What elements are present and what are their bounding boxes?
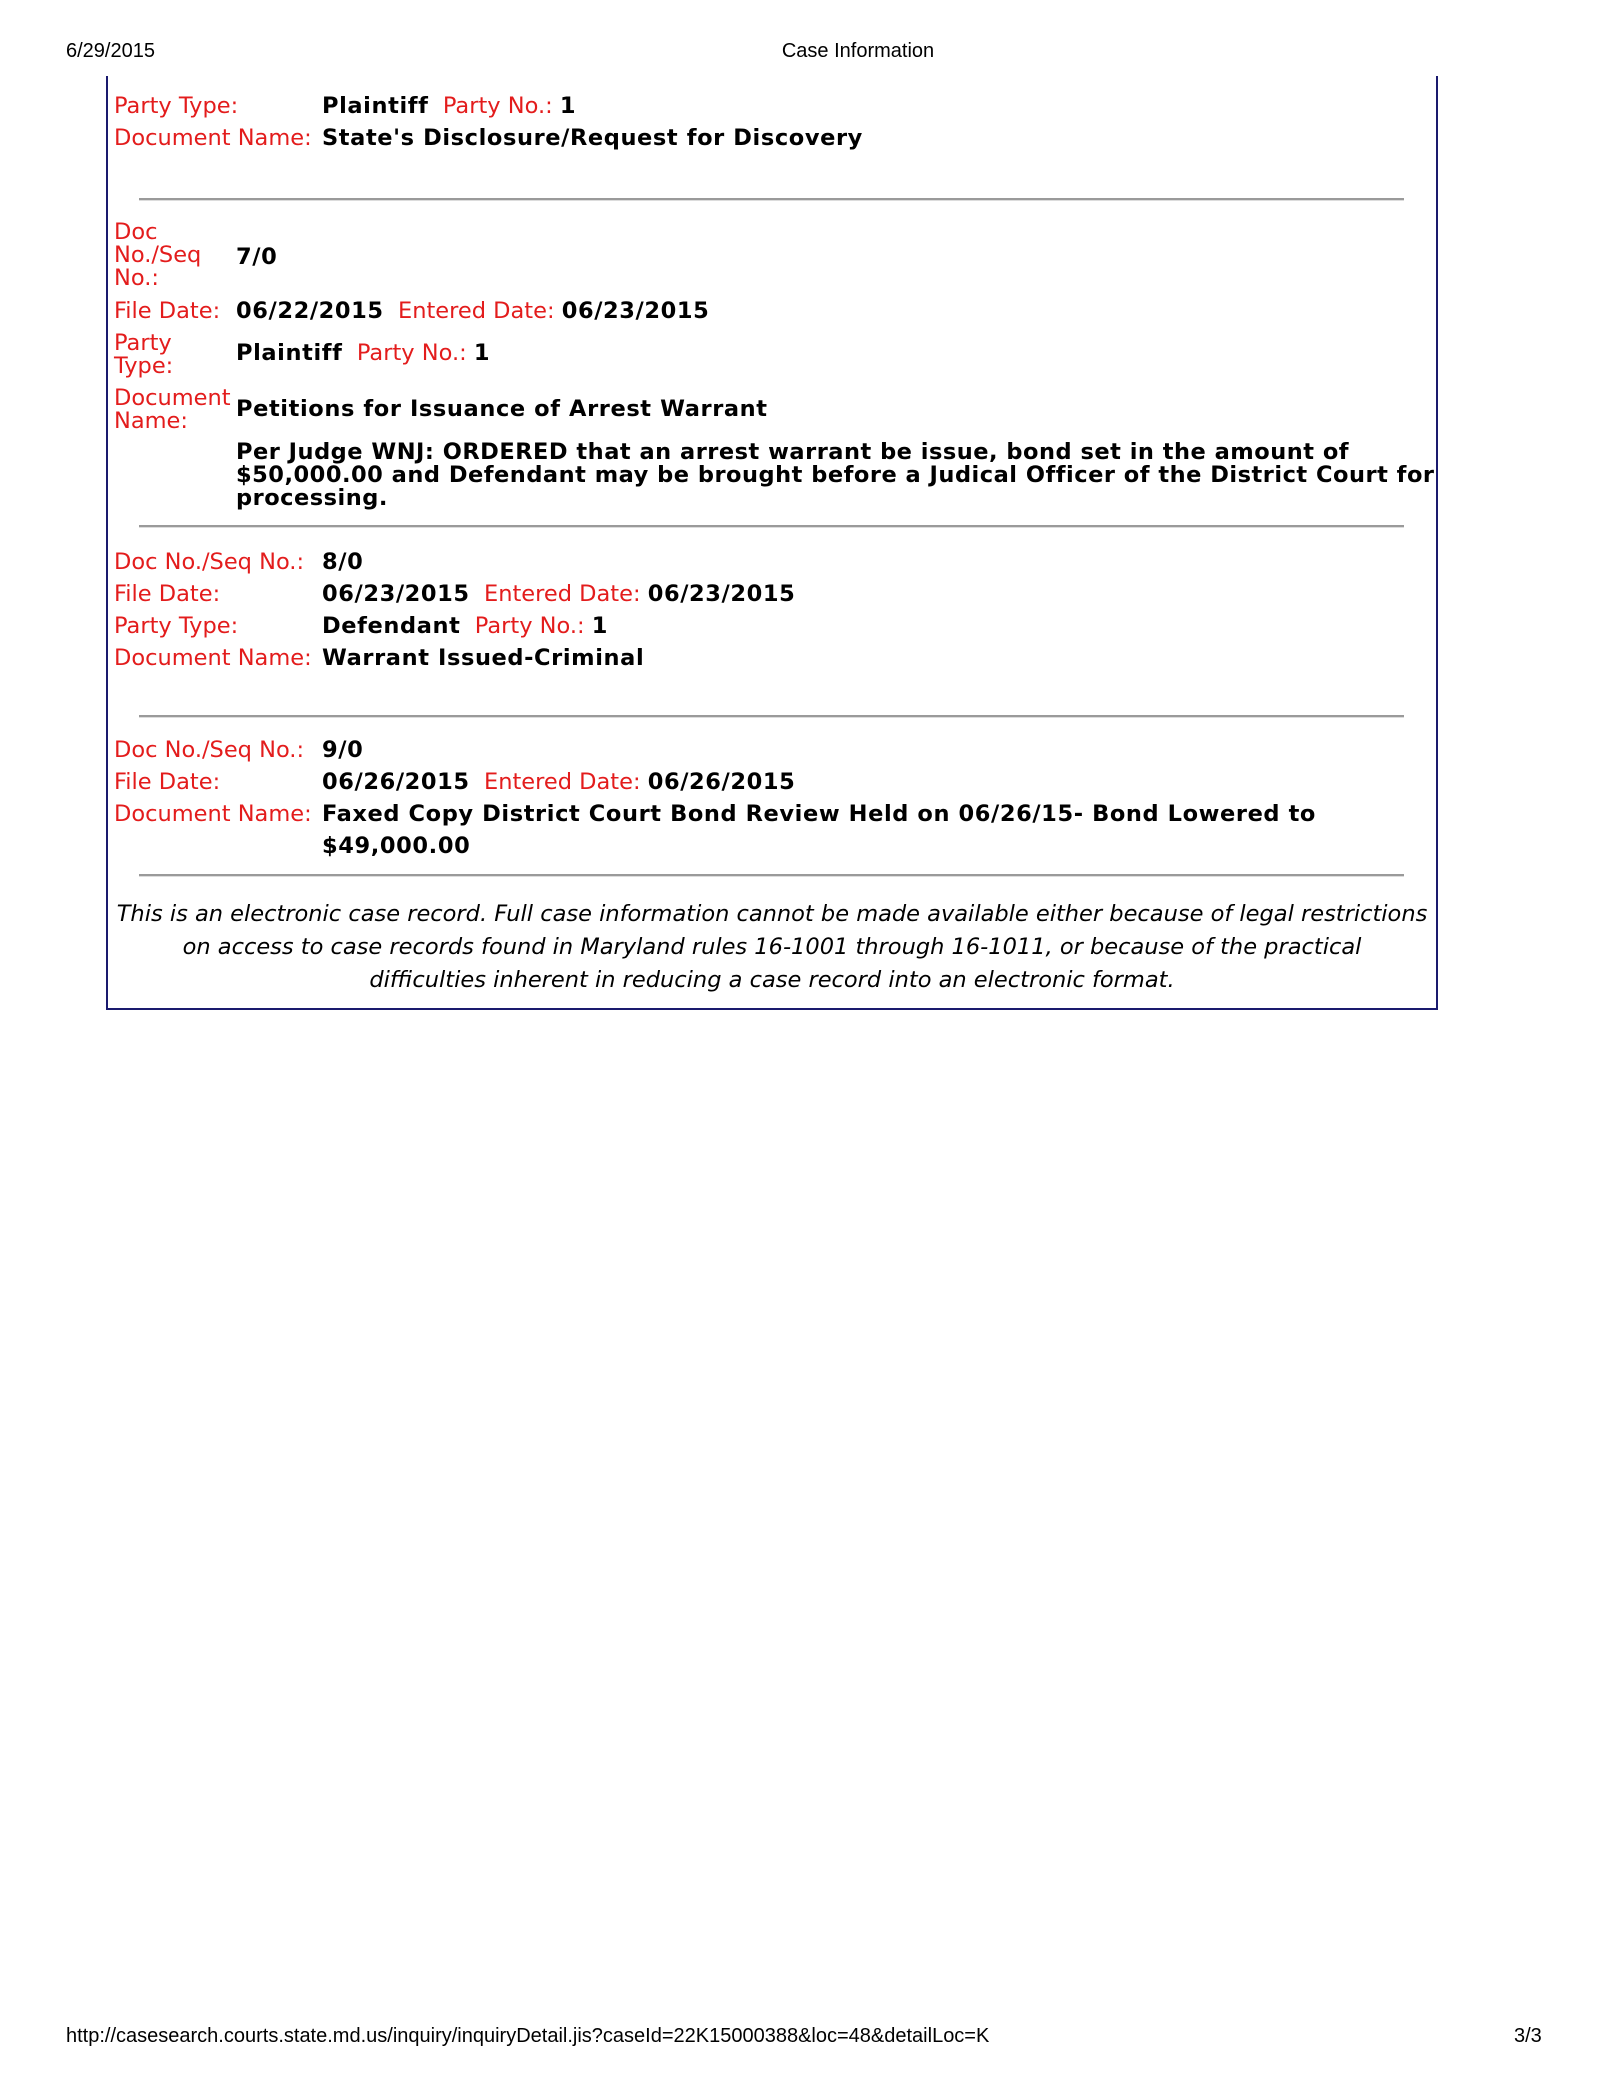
entry-3-date-row bbox=[114, 579, 795, 609]
party-no-label: Party No.: bbox=[356, 340, 467, 366]
entry-4-document-label-row bbox=[114, 799, 312, 829]
separator bbox=[139, 874, 1404, 877]
entered-date-value: 06/26/2015 bbox=[647, 769, 796, 795]
entry-3-party-row bbox=[114, 611, 608, 641]
entry-2-comment: Per Judge WNJ: ORDERED that an arrest warrant be issue, bond set in the amount of $50,000.00 and Defendant may be brought before a Judical Officer of the District Court for processing. bbox=[236, 439, 1435, 511]
entered-date-label: Entered Date: bbox=[484, 769, 641, 795]
file-date-label: File Date: bbox=[114, 581, 221, 607]
party-type-label: Party Type: bbox=[114, 613, 239, 639]
party-type-value: Plaintiff bbox=[322, 93, 429, 119]
party-no-value: 1 bbox=[559, 93, 577, 119]
document-name-label: Document Name: bbox=[114, 645, 312, 671]
document-name-label: Document Name: bbox=[114, 801, 312, 827]
party-no-value: 1 bbox=[473, 340, 491, 366]
file-date-value: 06/22/2015 bbox=[236, 298, 384, 324]
entered-date-label: Entered Date: bbox=[484, 581, 641, 607]
doc-no-value: 7/0 bbox=[236, 244, 278, 270]
document-name-label: Document Name: bbox=[114, 385, 231, 434]
entry-2-document-row bbox=[236, 394, 768, 424]
entry-4-document-line-2 bbox=[322, 831, 470, 861]
doc-no-label: Doc No./Seq No.: bbox=[114, 219, 202, 291]
page-number: 3/3 bbox=[1514, 2025, 1542, 2047]
party-no-value: 1 bbox=[591, 613, 609, 639]
doc-no-label: Doc No./Seq No.: bbox=[114, 737, 305, 763]
doc-no-value: 9/0 bbox=[322, 737, 364, 763]
entry-3-doc-row bbox=[114, 547, 363, 577]
party-type-label: Party Type: bbox=[114, 93, 239, 119]
entry-1-document-row bbox=[114, 123, 863, 153]
party-type-value: Plaintiff bbox=[236, 340, 343, 366]
disclaimer: This is an electronic case record. Full case information cannot be made available either because of legal restrictions on access to case records found in Maryland rules 16-1001 through 16-1011, or because of the practical difficulties inherent in reducing a case record into an electronic format. bbox=[116, 901, 1428, 993]
file-date-label: File Date: bbox=[114, 769, 221, 795]
entry-4-document-line-1 bbox=[322, 799, 1316, 829]
document-name-value: Warrant Issued-Criminal bbox=[322, 645, 645, 671]
document-name-value: State's Disclosure/Request for Discovery bbox=[322, 125, 863, 151]
print-date: 6/29/2015 bbox=[66, 40, 155, 62]
entry-1-party-row bbox=[114, 91, 576, 121]
party-no-label: Party No.: bbox=[474, 613, 585, 639]
party-type-label: Party Type: bbox=[114, 330, 174, 379]
entry-3-document-row bbox=[114, 643, 644, 673]
page-title: Case Information bbox=[781, 40, 935, 62]
entry-2-party-row bbox=[236, 338, 490, 368]
footer-url: http://casesearch.courts.state.md.us/inquiry/inquiryDetail.jis?caseId=22K15000388&loc=48&detailLoc=K bbox=[66, 2025, 990, 2047]
entered-date-value: 06/23/2015 bbox=[647, 581, 796, 607]
file-date-value: 06/26/2015 bbox=[322, 769, 470, 795]
separator bbox=[139, 198, 1404, 201]
document-name-value: Faxed Copy District Court Bond Review Held on 06/26/15- Bond Lowered to bbox=[322, 801, 1316, 827]
document-name-value: $49,000.00 bbox=[322, 833, 471, 859]
file-date-value: 06/23/2015 bbox=[322, 581, 470, 607]
document-name-value: Petitions for Issuance of Arrest Warrant bbox=[236, 396, 768, 422]
entry-2-date-row bbox=[114, 296, 709, 326]
entered-date-value: 06/23/2015 bbox=[561, 298, 710, 324]
party-no-label: Party No.: bbox=[442, 93, 553, 119]
doc-no-label: Doc No./Seq No.: bbox=[114, 549, 305, 575]
case-detail-frame bbox=[106, 76, 1438, 1010]
entry-4-date-row bbox=[114, 767, 795, 797]
file-date-label: File Date: bbox=[114, 298, 221, 324]
entry-4-doc-row bbox=[114, 735, 363, 765]
separator bbox=[139, 715, 1404, 718]
entry-2-doc-no bbox=[236, 242, 277, 272]
doc-no-value: 8/0 bbox=[322, 549, 364, 575]
document-name-label: Document Name: bbox=[114, 125, 312, 151]
party-type-value: Defendant bbox=[322, 613, 461, 639]
entered-date-label: Entered Date: bbox=[398, 298, 555, 324]
separator bbox=[139, 525, 1404, 528]
